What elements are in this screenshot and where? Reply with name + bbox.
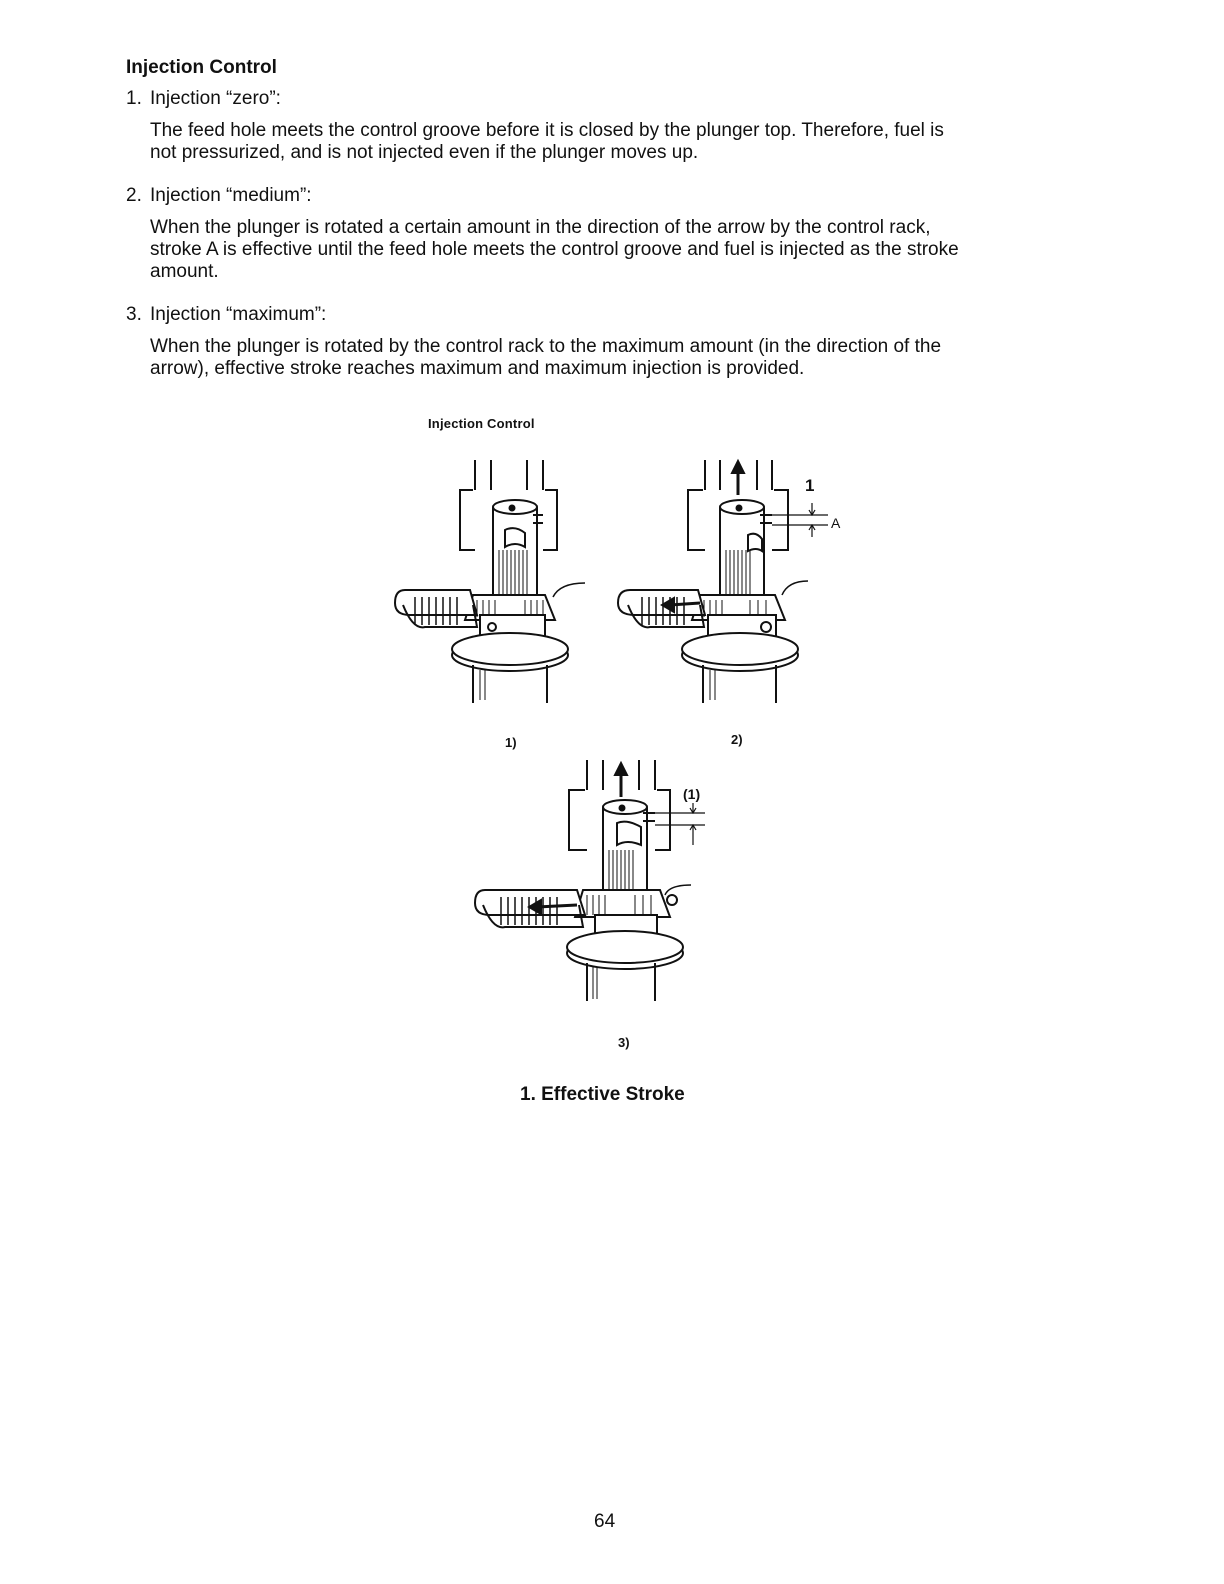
diagram-1-label: 1) xyxy=(505,735,517,750)
item-1-number: 1. xyxy=(126,88,142,109)
item-1-title xyxy=(126,88,281,110)
callout-a: A xyxy=(831,515,841,531)
item-2-body: When the plunger is rotated a certain amount in the direction of the arrow by the control rack, stroke A is effective until the feed hole meets the control groove and fuel is injected as the stroke amount. xyxy=(150,217,959,282)
diagram-3-label: 3) xyxy=(618,1035,630,1050)
item-3-body: When the plunger is rotated by the control rack to the maximum amount (in the direction of the arrow), effective stroke reaches maximum and maximum injection is provided. xyxy=(150,336,942,379)
page-number: 64 xyxy=(594,1511,616,1532)
item-3-title-text: Injection “maximum”: xyxy=(150,304,327,325)
item-3-number: 3. xyxy=(126,304,142,325)
callout-1-parenthesized: (1) xyxy=(683,786,701,802)
item-2-title-text: Injection “medium”: xyxy=(150,185,312,206)
item-2-number: 2. xyxy=(126,185,142,206)
plunger-diagram-2 xyxy=(600,455,850,710)
item-2-title xyxy=(126,185,312,207)
plunger-diagram-1 xyxy=(385,455,585,710)
section-heading: Injection Control xyxy=(126,57,277,78)
item-1-body: The feed hole meets the control groove before it is closed by the plunger top. Therefore, fuel is not pressurized, and is not injected even if the plunger moves up. xyxy=(150,120,944,163)
figure-caption: Injection Control xyxy=(428,416,535,431)
plunger-diagram-3 xyxy=(465,755,710,1010)
diagram-2-label: 2) xyxy=(731,732,743,747)
item-1-title-text: Injection “zero”: xyxy=(150,88,281,109)
figure-legend: 1. Effective Stroke xyxy=(520,1084,685,1105)
callout-1: 1 xyxy=(805,476,815,495)
item-3-title xyxy=(126,304,326,326)
